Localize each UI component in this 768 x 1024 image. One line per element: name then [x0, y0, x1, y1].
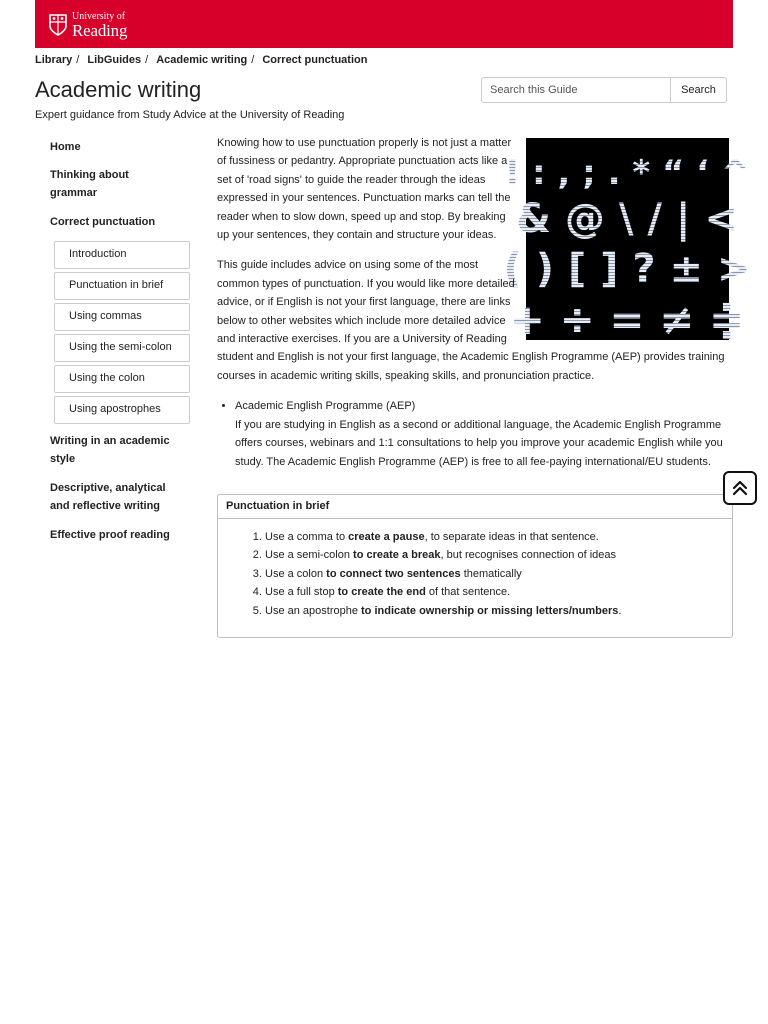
guide-paragraph: This guide includes advice on using some of the most common types of punctuation. If you would like more detailed advice, or if English is not your first language, there are links below to other websites which include more detailed advice and interactive exercises. If you are a University of Reading student and English is not your first language, the Academic English Programme (AEP) provides training courses in academic writing skills, speaking skills, and pronunciation practice. [217, 259, 725, 382]
rule-emphasis: to indicate ownership or missing letters/numbers [361, 604, 619, 617]
box-heading: Punctuation in brief [218, 495, 732, 519]
image-symbol-row: + ÷ = ≠ ≑ [509, 295, 745, 344]
back-to-top-button[interactable] [723, 471, 757, 505]
breadcrumb-libguides[interactable]: LibGuides [87, 54, 142, 66]
subnav-item-introduction[interactable]: Introduction [54, 241, 190, 269]
subnav-item-using-apostrophes[interactable]: Using apostrophes [54, 396, 190, 424]
rule-item [265, 602, 732, 620]
breadcrumb-separator: / [145, 54, 149, 66]
shield-icon [49, 14, 67, 36]
nav-item-effective-proof-reading[interactable]: Effective proof reading [50, 529, 170, 541]
header-banner [35, 0, 733, 48]
search-button[interactable]: Search [671, 77, 727, 103]
punctuation-in-brief-box [217, 494, 733, 638]
rule-emphasis: to create the end [337, 586, 426, 599]
subnav-item-using-colon[interactable]: Using the colon [54, 365, 190, 393]
breadcrumb-library[interactable]: Library [35, 54, 73, 66]
breadcrumb-separator: / [76, 54, 80, 66]
breadcrumb-academic-writing[interactable]: Academic writing [156, 54, 248, 66]
rule-text: , but recognises connection of ideas [440, 549, 616, 562]
subnav [54, 241, 190, 424]
rule-emphasis: to connect two sentences [326, 567, 461, 580]
subnav-item-punctuation-in-brief[interactable]: Punctuation in brief [54, 272, 190, 300]
rule-text: Use a comma to [265, 531, 349, 543]
subnav-item-using-commas[interactable]: Using commas [54, 303, 190, 331]
rule-text: Use a full stop [265, 586, 338, 599]
rule-text: Use a colon [265, 567, 327, 580]
resource-item [235, 397, 733, 471]
punctuation-symbols-image [503, 138, 751, 344]
nav-item-writing-academic-style[interactable]: Writing in an academic style [50, 435, 170, 465]
search-input[interactable] [481, 77, 671, 103]
breadcrumb [35, 54, 367, 66]
rule-text: Use an apostrophe [265, 604, 362, 617]
rule-item [265, 546, 732, 564]
logo-text-small: University of [72, 10, 126, 22]
nav-item-descriptive-analytical[interactable]: Descriptive, analytical and reflective writing [50, 482, 166, 512]
rule-text: thematically [460, 567, 522, 580]
image-symbol-row: ! : , ; . * “ ‘ ^ [504, 153, 750, 193]
logo-text-big: Reading [72, 20, 128, 40]
rule-emphasis: create a pause [348, 531, 425, 543]
search-form [481, 77, 727, 103]
page-title: Academic writing [35, 77, 202, 102]
rule-item [265, 583, 732, 601]
nav-item-thinking-about-grammar[interactable]: Thinking about grammar [50, 169, 129, 199]
intro-paragraph: Knowing how to use punctuation properly is not just a matter of fussiness or pedantry. Appropriate punctuation acts like a set of 'road signs' to guide the reader through the ideas expressed in your sentences. Punctuation marks can tell the reader when to slow down, speed up and stop. By breaking up your sentences, they contain and structure your ideas. [217, 137, 512, 242]
rule-emphasis: to create a break [353, 549, 441, 562]
aep-link[interactable]: Academic English Programme (AEP) [235, 400, 416, 413]
chevrons-up-icon [725, 473, 755, 503]
rule-text: of that sentence. [425, 586, 511, 599]
main-content [217, 134, 751, 471]
nav-item-home[interactable]: Home [50, 141, 81, 153]
rule-text: . [618, 604, 622, 617]
aep-description: If you are studying in English as a second or additional language, the Academic English Programme offers courses, webinars and 1:1 consultations to help you improve your academic English while you study. The Academic English Programme (AEP) is free to all fee-paying international/EU students. [235, 418, 723, 468]
side-navigation [50, 138, 190, 544]
breadcrumb-current: Correct punctuation [262, 54, 368, 66]
breadcrumb-separator: / [251, 54, 255, 66]
rule-item [265, 528, 732, 546]
image-symbol-row: & @ \ / | < [516, 196, 738, 242]
punctuation-rules-list [218, 528, 732, 620]
image-symbol-row: ( ) [ ] ? ± > [503, 246, 751, 292]
rule-text: , to separate ideas in that sentence. [424, 531, 599, 543]
nav-item-correct-punctuation[interactable]: Correct punctuation [50, 216, 156, 228]
university-logo[interactable] [49, 10, 127, 40]
page-subtitle: Expert guidance from Study Advice at the University of Reading [35, 109, 345, 121]
resource-list [217, 397, 733, 471]
rule-item [265, 565, 732, 583]
rule-text: Use a semi-colon [265, 549, 354, 562]
subnav-item-using-semi-colon[interactable]: Using the semi-colon [54, 334, 190, 362]
